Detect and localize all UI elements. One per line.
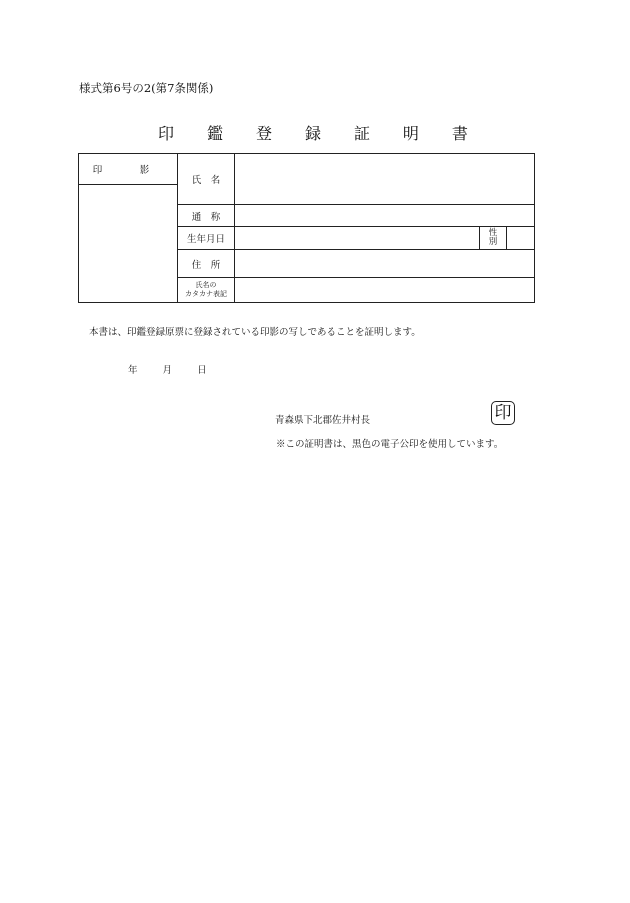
- kana-value: [235, 278, 534, 302]
- common-name-label: 通 称: [191, 211, 221, 223]
- kana-label-line: カタカナ表記: [185, 290, 227, 298]
- title-char: 登: [255, 124, 272, 143]
- gender-value: [507, 227, 534, 249]
- kana-label-line: 氏名の: [195, 281, 217, 289]
- common-name-value: [235, 205, 534, 226]
- name-value: [235, 154, 534, 204]
- title-char: 明: [402, 124, 419, 143]
- kana-label: [178, 278, 234, 302]
- document-title: [158, 124, 468, 144]
- form-number: 様式第6号の2(第7条関係): [79, 81, 214, 95]
- seal-impression-label: 印 影: [92, 165, 164, 176]
- issuer-name: 青森県下北郡佐井村長: [275, 415, 371, 426]
- date-year: 年: [128, 365, 138, 376]
- title-char: 証: [353, 124, 370, 143]
- name-label: 氏 名: [191, 175, 221, 186]
- title-char: 書: [451, 124, 468, 143]
- gender-label: [480, 227, 506, 249]
- address-value: [235, 250, 534, 277]
- seal-impression-area: [79, 185, 177, 302]
- address-label: 住 所: [191, 259, 221, 271]
- official-seal: 印: [491, 401, 515, 425]
- certification-statement: 本書は、印鑑登録原票に登録されている印影の写しであることを証明します。: [89, 327, 421, 338]
- issue-date: [128, 362, 207, 376]
- title-char: 印: [158, 124, 175, 143]
- date-day: 日: [197, 365, 207, 376]
- date-month: 月: [162, 365, 173, 376]
- birthdate-label: 生年月日: [186, 234, 225, 245]
- title-char: 鑑: [206, 124, 223, 143]
- birthdate-value: [235, 227, 479, 249]
- gender-label-line: 別: [488, 237, 498, 247]
- gender-label-line: 性: [488, 228, 498, 238]
- certificate-table: [78, 153, 535, 303]
- title-char: 録: [304, 124, 321, 143]
- seal-note: ※この証明書は、黒色の電子公印を使用しています。: [276, 439, 504, 450]
